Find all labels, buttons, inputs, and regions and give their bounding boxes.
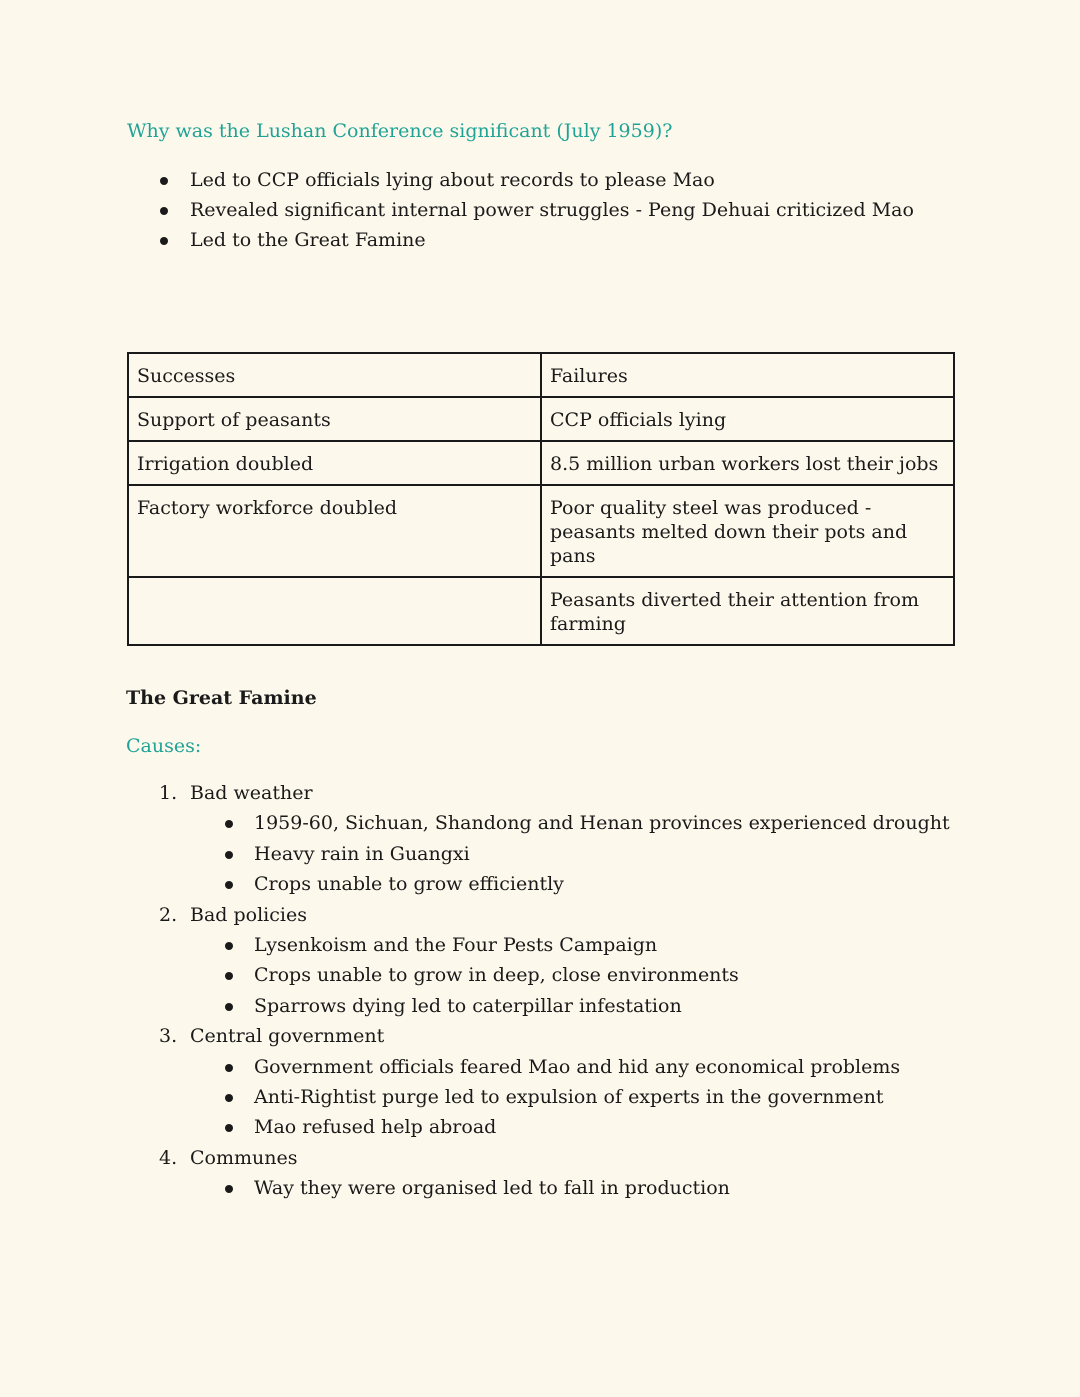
- list-item: [190, 1173, 950, 1203]
- cause-number: 4.: [159, 1146, 178, 1169]
- bullet-icon: [225, 1185, 233, 1193]
- table-cell: Support of peasants: [128, 397, 541, 441]
- list-item-text: Crops unable to grow efficiently: [254, 873, 564, 896]
- list-item: [155, 225, 914, 255]
- cause-points: [190, 808, 950, 899]
- bullet-icon: [225, 851, 233, 859]
- list-item-text: Way they were organised led to fall in production: [254, 1177, 730, 1200]
- list-item: [190, 930, 950, 960]
- bullet-icon: [225, 942, 233, 950]
- cause-item: [155, 1143, 950, 1204]
- bullet-icon: [225, 1094, 233, 1102]
- list-item: [155, 195, 914, 225]
- causes-label: Causes:: [126, 735, 202, 757]
- cause-item: [155, 1021, 950, 1143]
- great-famine-heading: The Great Famine: [126, 687, 317, 709]
- list-item-text: Lysenkoism and the Four Pests Campaign: [254, 934, 658, 957]
- lushan-points-list: [155, 165, 914, 255]
- cause-points: [190, 1173, 950, 1203]
- bullet-icon: [160, 177, 168, 185]
- table-cell: Peasants diverted their attention from farming: [541, 577, 954, 645]
- bullet-icon: [160, 207, 168, 215]
- list-item-text: Heavy rain in Guangxi: [254, 842, 470, 865]
- list-item: [190, 1112, 950, 1142]
- bullet-icon: [225, 820, 233, 828]
- list-item: [190, 869, 950, 899]
- list-item: [190, 839, 950, 869]
- bullet-icon: [225, 1003, 233, 1011]
- bullet-icon: [225, 1064, 233, 1072]
- list-item: [190, 1082, 950, 1112]
- list-item-text: Government officials feared Mao and hid any economical problems: [254, 1055, 901, 1078]
- bullet-icon: [160, 237, 168, 245]
- list-item-text: Anti-Rightist purge led to expulsion of experts in the government: [254, 1086, 884, 1109]
- header-failures: Failures: [541, 353, 954, 397]
- list-item: [190, 960, 950, 990]
- table-cell: Irrigation doubled: [128, 441, 541, 485]
- bullet-icon: [225, 881, 233, 889]
- table-cell: CCP officials lying: [541, 397, 954, 441]
- table-row: [128, 485, 954, 577]
- bullet-icon: [225, 1124, 233, 1132]
- lushan-question-heading: Why was the Lushan Conference significant (July 1959)?: [127, 120, 673, 142]
- table-cell: [128, 577, 541, 645]
- cause-item: [155, 778, 950, 900]
- list-item-text: 1959-60, Sichuan, Shandong and Henan provinces experienced drought: [254, 812, 950, 835]
- table-row: [128, 577, 954, 645]
- cause-points: [190, 930, 950, 1021]
- table-header-row: [128, 353, 954, 397]
- cause-number: 2.: [159, 903, 178, 926]
- cause-points: [190, 1052, 950, 1143]
- list-item-text: Led to CCP officials lying about records to please Mao: [190, 169, 715, 191]
- header-successes: Successes: [128, 353, 541, 397]
- list-item-text: Revealed significant internal power struggles - Peng Dehuai criticized Mao: [190, 199, 914, 221]
- list-item: [190, 1052, 950, 1082]
- cause-label: Bad weather: [190, 782, 313, 804]
- table-cell: Factory workforce doubled: [128, 485, 541, 577]
- table-cell: 8.5 million urban workers lost their jobs: [541, 441, 954, 485]
- cause-number: 3.: [159, 1025, 178, 1048]
- cause-label: Central government: [190, 1025, 385, 1048]
- table-row: [128, 441, 954, 485]
- cause-label: Communes: [190, 1146, 298, 1169]
- list-item-text: Crops unable to grow in deep, close environments: [254, 964, 739, 987]
- table-row: [128, 397, 954, 441]
- causes-list: [155, 778, 950, 1204]
- cause-label: Bad policies: [190, 903, 307, 926]
- bullet-icon: [225, 972, 233, 980]
- list-item-text: Sparrows dying led to caterpillar infestation: [254, 994, 682, 1017]
- list-item: [190, 808, 950, 838]
- successes-failures-table: [127, 352, 955, 646]
- list-item-text: Mao refused help abroad: [254, 1116, 497, 1139]
- list-item: [190, 991, 950, 1021]
- list-item: [155, 165, 914, 195]
- cause-number: 1.: [159, 782, 178, 804]
- cause-item: [155, 900, 950, 1022]
- table-cell: Poor quality steel was produced - peasants melted down their pots and pans: [541, 485, 954, 577]
- list-item-text: Led to the Great Famine: [190, 229, 426, 251]
